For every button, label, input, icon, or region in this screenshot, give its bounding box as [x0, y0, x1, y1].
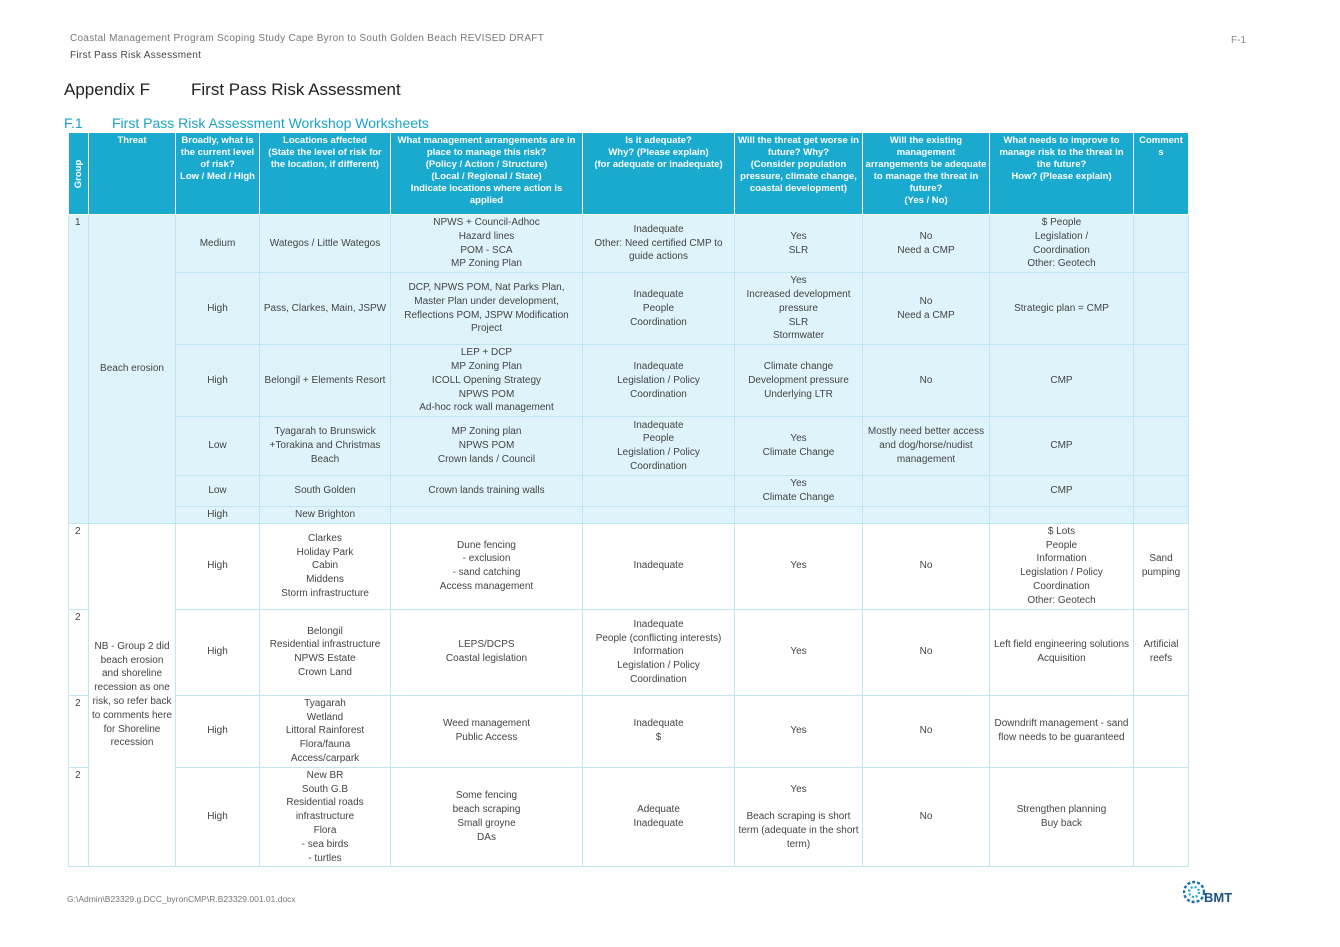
improve-cell [990, 506, 1134, 523]
section-heading [64, 115, 429, 131]
comments-cell [1134, 767, 1189, 867]
management-cell: Some fencing beach scraping Small groyne DAs [391, 767, 583, 867]
comments-cell [1134, 215, 1189, 273]
locations-cell: Belongil + Elements Resort [260, 345, 391, 417]
level-cell: Medium [176, 215, 260, 273]
footer-file-path: G:\Admin\B23329.g.DCC_byronCMP\R.B23329.001.01.docx [67, 894, 296, 904]
group-number: 2 [69, 695, 89, 767]
comments-cell [1134, 506, 1189, 523]
section-number: F.1 [64, 115, 83, 131]
management-cell: Dune fencing - exclusion - sand catching Access management [391, 523, 583, 609]
group-number: 2 [69, 767, 89, 867]
locations-cell: Tyagarah Wetland Littoral Rainforest Flora/fauna Access/carpark [260, 695, 391, 767]
page-number: F-1 [1231, 35, 1246, 46]
header-locations: Locations affected (State the level of risk for the location, if different) [260, 133, 391, 215]
locations-cell: Clarkes Holiday Park Cabin Middens Storm infrastructure [260, 523, 391, 609]
future-cell: Yes SLR [735, 215, 863, 273]
comments-cell [1134, 695, 1189, 767]
level-cell: High [176, 506, 260, 523]
level-cell: High [176, 273, 260, 345]
comments-cell [1134, 417, 1189, 476]
table-row [69, 506, 1189, 523]
table-row [69, 476, 1189, 507]
management-cell: NPWS + Council-Adhoc Hazard lines POM - SCA MP Zoning Plan [391, 215, 583, 273]
comments-cell [1134, 476, 1189, 507]
management-cell: MP Zoning plan NPWS POM Crown lands / Council [391, 417, 583, 476]
adequate-cell: Adequate Inadequate [583, 767, 735, 867]
management-cell [391, 506, 583, 523]
existing-cell: No [863, 523, 990, 609]
adequate-cell: Inadequate Legislation / Policy Coordination [583, 345, 735, 417]
existing-cell: No Need a CMP [863, 215, 990, 273]
locations-cell: Wategos / Little Wategos [260, 215, 391, 273]
table-row [69, 695, 1189, 767]
locations-cell: Tyagarah to Brunswick +Torakina and Christmas Beach [260, 417, 391, 476]
adequate-cell: Inadequate [583, 523, 735, 609]
locations-cell: New Brighton [260, 506, 391, 523]
comments-cell: Artificial reefs [1134, 609, 1189, 695]
header-group: Group [69, 133, 89, 215]
group-number: 2 [69, 523, 89, 609]
header-threat: Threat [89, 133, 176, 215]
adequate-cell: Inadequate People Coordination [583, 273, 735, 345]
improve-cell: $ Lots People Information Legislation / Policy Coordination Other: Geotech [990, 523, 1134, 609]
table-row [69, 417, 1189, 476]
level-cell: Low [176, 417, 260, 476]
existing-cell: No [863, 767, 990, 867]
improve-cell: CMP [990, 345, 1134, 417]
future-cell: Yes [735, 523, 863, 609]
improve-cell: Strategic plan = CMP [990, 273, 1134, 345]
future-cell: Yes Increased development pressure SLR Stormwater [735, 273, 863, 345]
level-cell: High [176, 609, 260, 695]
header-comments: Comment s [1134, 133, 1189, 215]
appendix-heading [64, 80, 401, 100]
level-cell: High [176, 523, 260, 609]
level-cell: Low [176, 476, 260, 507]
future-cell: Yes Climate Change [735, 476, 863, 507]
future-cell [735, 506, 863, 523]
existing-cell: Mostly need better access and dog/horse/nudist management [863, 417, 990, 476]
adequate-cell [583, 476, 735, 507]
table-row [69, 273, 1189, 345]
existing-cell [863, 506, 990, 523]
section-title: First Pass Risk Assessment Workshop Worksheets [112, 115, 429, 131]
locations-cell: New BR South G.B Residential roads infrastructure Flora - sea birds - turtles [260, 767, 391, 867]
group-number: 1 [69, 215, 89, 524]
table-row [69, 767, 1189, 867]
appendix-label: Appendix F [64, 80, 150, 99]
existing-cell: No [863, 345, 990, 417]
threat-cell: Beach erosion [89, 215, 176, 524]
adequate-cell: Inadequate People (conflicting interests) Information Legislation / Policy Coordination [583, 609, 735, 695]
table-header-row [69, 133, 1189, 215]
header-future: Will the threat get worse in future? Why? (Consider population pressure, climate change, coastal development) [735, 133, 863, 215]
management-cell: LEPS/DCPS Coastal legislation [391, 609, 583, 695]
header-existing: Will the existing management arrangements be adequate to manage the threat in future? (Yes / No) [863, 133, 990, 215]
locations-cell: South Golden [260, 476, 391, 507]
header-management: What management arrangements are in place to manage this risk? (Policy / Action / Structure) (Local / Regional / State) Indicate locations where action is applied [391, 133, 583, 215]
header-improve: What needs to improve to manage risk to the threat in the future? How? (Please explain) [990, 133, 1134, 215]
improve-cell: Downdrift management - sand flow needs to be guaranteed [990, 695, 1134, 767]
locations-cell: Belongil Residential infrastructure NPWS Estate Crown Land [260, 609, 391, 695]
future-cell: Climate change Development pressure Underlying LTR [735, 345, 863, 417]
future-cell: Yes Climate Change [735, 417, 863, 476]
management-cell: LEP + DCP MP Zoning Plan ICOLL Opening Strategy NPWS POM Ad-hoc rock wall management [391, 345, 583, 417]
future-cell: Yes [735, 695, 863, 767]
table-row [69, 215, 1189, 273]
management-cell: Weed management Public Access [391, 695, 583, 767]
comments-cell: Sand pumping [1134, 523, 1189, 609]
future-cell: Yes Beach scraping is short term (adequate in the short term) [735, 767, 863, 867]
existing-cell: No [863, 695, 990, 767]
adequate-cell: Inadequate People Legislation / Policy Coordination [583, 417, 735, 476]
comments-cell [1134, 273, 1189, 345]
existing-cell: No Need a CMP [863, 273, 990, 345]
management-cell: Crown lands training walls [391, 476, 583, 507]
improve-cell: Left field engineering solutions Acquisition [990, 609, 1134, 695]
level-cell: High [176, 767, 260, 867]
header-adequate: Is it adequate? Why? (Please explain) (for adequate or inadequate) [583, 133, 735, 215]
improve-cell: Strengthen planning Buy back [990, 767, 1134, 867]
improve-cell: CMP [990, 417, 1134, 476]
improve-cell: CMP [990, 476, 1134, 507]
logo-text: BMT [1204, 890, 1233, 905]
improve-cell: $ People Legislation / Coordination Other: Geotech [990, 215, 1134, 273]
level-cell: High [176, 695, 260, 767]
management-cell: DCP, NPWS POM, Nat Parks Plan, Master Plan under development, Reflections POM, JSPW Modification Project [391, 273, 583, 345]
future-cell: Yes [735, 609, 863, 695]
globe-icon [1183, 876, 1205, 906]
comments-cell [1134, 345, 1189, 417]
table-row [69, 609, 1189, 695]
risk-assessment-table [68, 132, 1189, 867]
locations-cell: Pass, Clarkes, Main, JSPW [260, 273, 391, 345]
appendix-title: First Pass Risk Assessment [191, 80, 401, 99]
document-subtitle: First Pass Risk Assessment [70, 50, 202, 61]
existing-cell [863, 476, 990, 507]
bmt-logo [1183, 876, 1245, 906]
document-title: Coastal Management Program Scoping Study Cape Byron to South Golden Beach REVISED DRAFT [70, 33, 545, 44]
group-number: 2 [69, 609, 89, 695]
adequate-cell [583, 506, 735, 523]
level-cell: High [176, 345, 260, 417]
header-risk-level: Broadly, what is the current level of risk? Low / Med / High [176, 133, 260, 215]
adequate-cell: Inadequate $ [583, 695, 735, 767]
table-row [69, 523, 1189, 609]
threat-cell: NB - Group 2 did beach erosion and shoreline recession as one risk, so refer back to comments here for Shoreline recession [89, 523, 176, 867]
table-row [69, 345, 1189, 417]
adequate-cell: Inadequate Other: Need certified CMP to guide actions [583, 215, 735, 273]
existing-cell: No [863, 609, 990, 695]
